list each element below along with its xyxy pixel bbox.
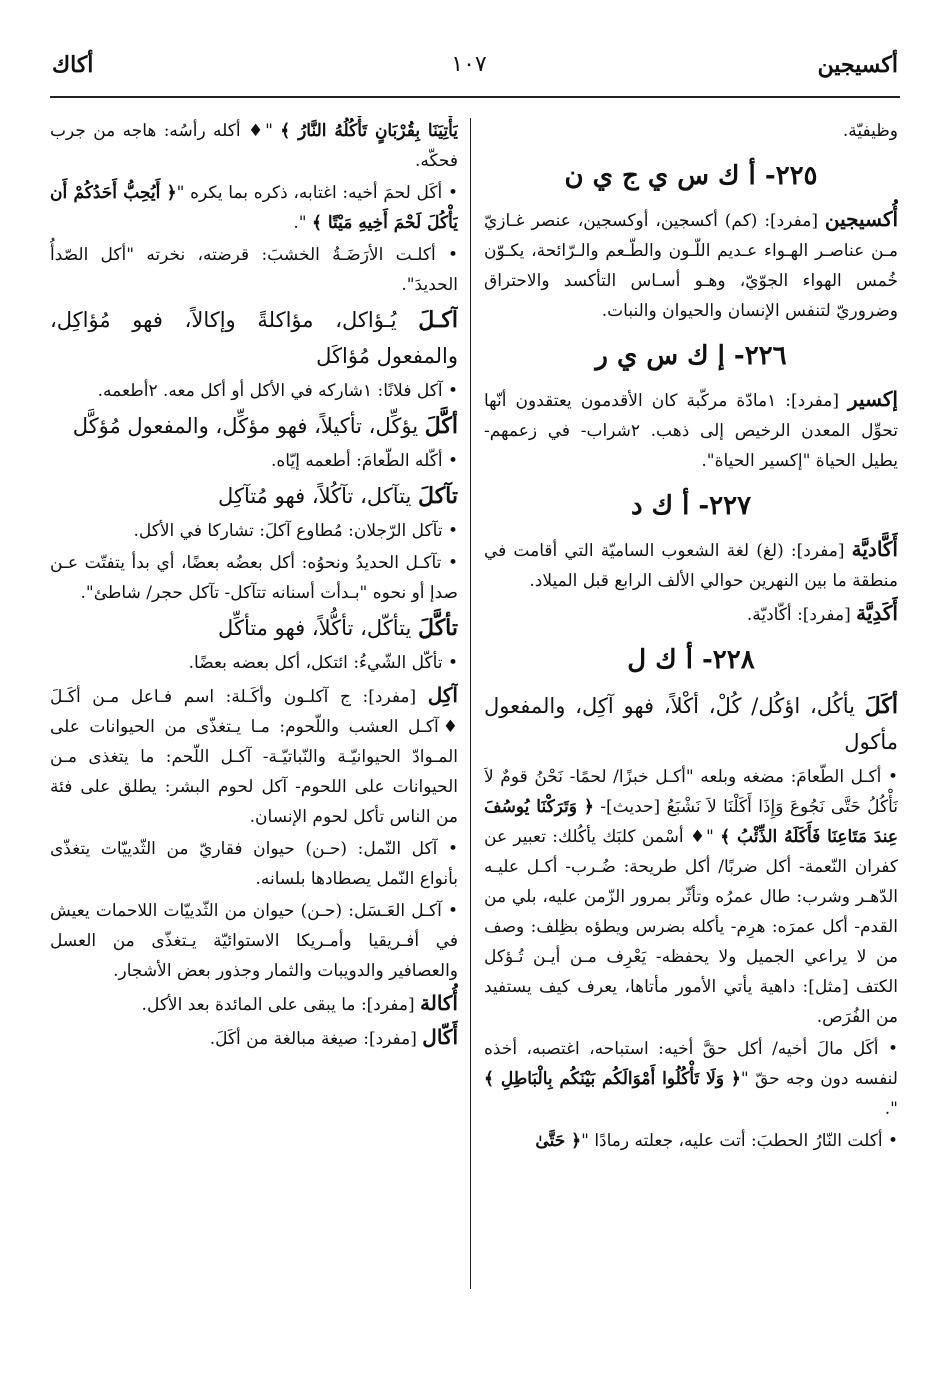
verb-forms: يؤكِّل، تأكيلاً، فهو مؤكِّل، والمفعول مُؤكَّل: [72, 414, 419, 438]
sense-fire-ate: [484, 1126, 898, 1156]
entry-ukala: [50, 988, 458, 1020]
quran-quote: ﴿ أَيُحِبُّ أَحَدُكُمْ أَن يَأْكُلَ لَحْمَ أَخِيهِ مَيْتًا ﴾: [50, 183, 458, 233]
headword: إكسير: [848, 387, 898, 411]
headword: تأكَّلَ: [418, 615, 458, 641]
quran-quote: ﴿ وَتَرَكْنَا يُوسُفَ عِندَ مَتَاعِنَا فَأَكَلَهُ الذِّئْبُ ﴾: [484, 797, 898, 847]
quran-quote: يَأْتِيَنَا بِقُرْبَانٍ تَأْكُلُهُ النَّارُ ﴾: [280, 121, 458, 141]
right-column: [484, 116, 898, 1276]
headword: أُكسيجين: [824, 207, 898, 231]
headword: أُكالة: [420, 991, 458, 1015]
sense-text: أكلت النّارُ الحطبَ: أتت عليه، جعلته رمادًا ": [581, 1131, 883, 1151]
sense-shared-meal: • آكل فلانًا: ١شاركه في الأكل أو أكل معه. ٢أطعمه.: [50, 376, 458, 406]
sense-termites: • أكلـت الأرَضَـةُ الخشبَ: قرضته، نخرته "أكل الصّدأُ الحديدَ".: [50, 240, 458, 300]
verb-akala: [484, 688, 898, 760]
sense-text: أكَل لحمَ أخيه: اغتابه، ذكره بما يكره ": [176, 183, 443, 203]
entry-oxygen: [484, 204, 898, 326]
headword: أكَّلَ: [424, 413, 458, 439]
continuation-text: وظيفيّة.: [842, 121, 898, 141]
left-column: [50, 116, 458, 1286]
headword: أَكّال: [422, 1025, 458, 1049]
header-right-word: أكسيجين: [817, 52, 898, 78]
sense-honey-badger: • آكـل العَـسَل: (حـن) حيوان من الثّدييّات اللاحمات يعيش في أفـريقيا وأمـريكا الاستوائيّة يـتغذّى من العسل والعصافير والدويبات والثمار وجذور بعض الأشجار.: [50, 896, 458, 986]
quran-quote: ﴿ حَتَّىٰ: [535, 1131, 582, 1151]
entry-akkal: [50, 1022, 458, 1054]
verb-forms: يتأكّل، تأكُّلاً، فهو متأكِّل: [218, 616, 412, 640]
entry-text: [مفرد]: ١مادّة مركّبة كان الأقدمون يعتقدون أنّها تحوِّل المعدن الرخيص إلى ذهب. ٢شراب- في زعمهم- يطيل الحياة "إكسير الحياة".: [484, 391, 898, 471]
entry-text: [مفرد]: أكّاديّة.: [746, 605, 851, 625]
sense-anteater: • آكل النّمل: (حـن) حيوان فقاريّ من الثّدييّات يتغذّى بأنواع النّمل يصطادها بلسانه.: [50, 834, 458, 894]
sense-text: ".: [293, 213, 307, 233]
sense-text: أكـل الطّعامَ: مضغه وبلعه "أكـل خبزًا/ لحمًا- نَحْنُ قومٌ لاَ نَأْكُلُ حَتَّى نَجُوعَ وَإِذَا أَكَلْنَا لاَ نَشْبَعُ [حديث]-: [484, 767, 898, 817]
verb-forms: يأكُل، اؤكُل/ كُلْ، أكْلاً، فهو آكِل، والمفعول مأكول: [484, 694, 898, 754]
headword: تآكلَ: [418, 483, 458, 509]
verb-akkala: [50, 408, 458, 444]
headword: أكَلَ: [864, 693, 898, 719]
entry-text: [مفرد]: ج آكلـون وأكَـلة: اسم فـاعل مـن أكَـلَ ♦آكـل العشب واللّحوم: مـا يـتغذّى من الحيوانات على المـوادّ الحيوانيّـة والنّباتيّـة- آكـل اللّحم: ما يتغذى مـن الحيوانات على اللحوم- آكل لحوم البشر: يطلق على فئة من الناس تأكل لحوم الإنسان.: [50, 687, 458, 827]
headword: آكـلَ: [418, 307, 458, 333]
page-number: ١٠٧: [451, 52, 487, 77]
verb-forms: يُـؤاكل، مؤاكلةً وإكالاً، فهو مُؤاكِل، والمفعول مُؤاكَل: [50, 308, 458, 368]
sense-ate-food: [484, 762, 898, 1032]
entry-text: [مفرد]: (لغ) لغة الشعوب الساميّة التي أقامت في منطقة ما بين النهرين حوالي الألف الرابع قبل الميلاد.: [484, 541, 898, 591]
section-heading-225: ٢٢٥- أ ك س ي ج ي ن: [564, 161, 818, 191]
entry-akadian: [484, 598, 898, 630]
section-heading-227: ٢٢٧- أ ك د: [630, 491, 752, 521]
sense-text: أكَل مالَ أخيه/ أكل حقَّ أخيه: استباحه، اغتصبه، أخذه لنفسه دون وجه حقّ ": [484, 1039, 898, 1089]
verb-forms: يتآكل، تآكُلاً، فهو مُتآكِل: [218, 484, 412, 508]
entry-akkadian: [484, 534, 898, 596]
sense-ate-property: [484, 1034, 898, 1124]
sense-eroded: • تأكّل الشّيءُ: ائتكل، أكل بعضه بعضًا.: [50, 648, 458, 678]
sense-fed: • أكّله الطّعامَ: أطعمه إيّاه.: [50, 446, 458, 476]
headword: آكِل: [427, 683, 458, 707]
section-heading-228: ٢٢٨- أ ك ل: [627, 645, 755, 675]
entry-aakil: [50, 680, 458, 832]
verb-aakala: [50, 302, 458, 374]
sense-text: "♦ أكله رأسُه: هاجه من جرب فحكّه.: [50, 121, 458, 171]
entry-elixir: [484, 384, 898, 476]
continuation-text: [50, 116, 458, 176]
header-rule: [50, 96, 900, 98]
sense-backbite: [50, 178, 458, 238]
sense-text: "♦ أسْمن كلبَك يأكُلك: تعبير عن كفران النّعمة- أكل ضربًا/ أكل طريحة: ضُـرب- أكـل عليـه الدّهـر وشرب: طال عمرُه وتأثّر بمرور الزّمن عليه، بلي من القدم- أكل عمرَه: هرِم- يأكله بضرس ويطؤه بظِلف: وصف من لا يراعي الجميل ولا يحفظه- يَعْرِف مـن أيـن تُـؤكل الكتف [مثل]: داهية يأتي الأمور مأتاها، يعرف كيف يستفيد من الفُرَص.: [484, 827, 898, 1027]
headword: أَكَدِيَّة: [856, 601, 898, 625]
quran-quote: ﴿ وَلَا تَأْكُلُوا أَمْوَالَكُم بَيْنَكُم بِالْبَاطِلِ ﴾: [484, 1069, 741, 1089]
sense-corroded: • تآكـل الحديدُ ونحوُه: أكل بعضُه بعضًا، أي بدأ يتفتّت عـن صدإ أو نحوه "بـدأت أسنانه تتآكل- تآكل حجر/ شاطئ".: [50, 548, 458, 608]
verb-taakkala: [50, 610, 458, 646]
entry-text: [مفرد]: ما يبقى على المائدة بعد الأكل.: [141, 995, 415, 1015]
headword: أَكَّاديَّة: [851, 537, 898, 561]
sense-text: ".: [884, 1099, 898, 1119]
verb-taakala: [50, 478, 458, 514]
header-left-word: أكاك: [52, 52, 94, 78]
entry-text: [مفرد]: صيغة مبالغة من أكَلَ.: [209, 1029, 417, 1049]
column-divider: [470, 118, 471, 1289]
section-heading-226: ٢٢٦- إ ك س ي ر: [595, 341, 787, 371]
sense-ate-together: • تآكل الرّجلان: مُطاوع آكلَ: تشاركا في الأكل.: [50, 516, 458, 546]
entry-text: [مفرد]: (كم) أكسجين، أوكسجين، عنصر غـازيّ مـن عناصـر الهـواء عـديم اللّـون والطّـعم والـرّائحة، يكـوّن خُمس الهواء الجوّيّ، وهـو أسـاس التأكسد والاحتراق وضروريّ لتنفس الإنسان والحيوان والنبات.: [484, 211, 898, 321]
